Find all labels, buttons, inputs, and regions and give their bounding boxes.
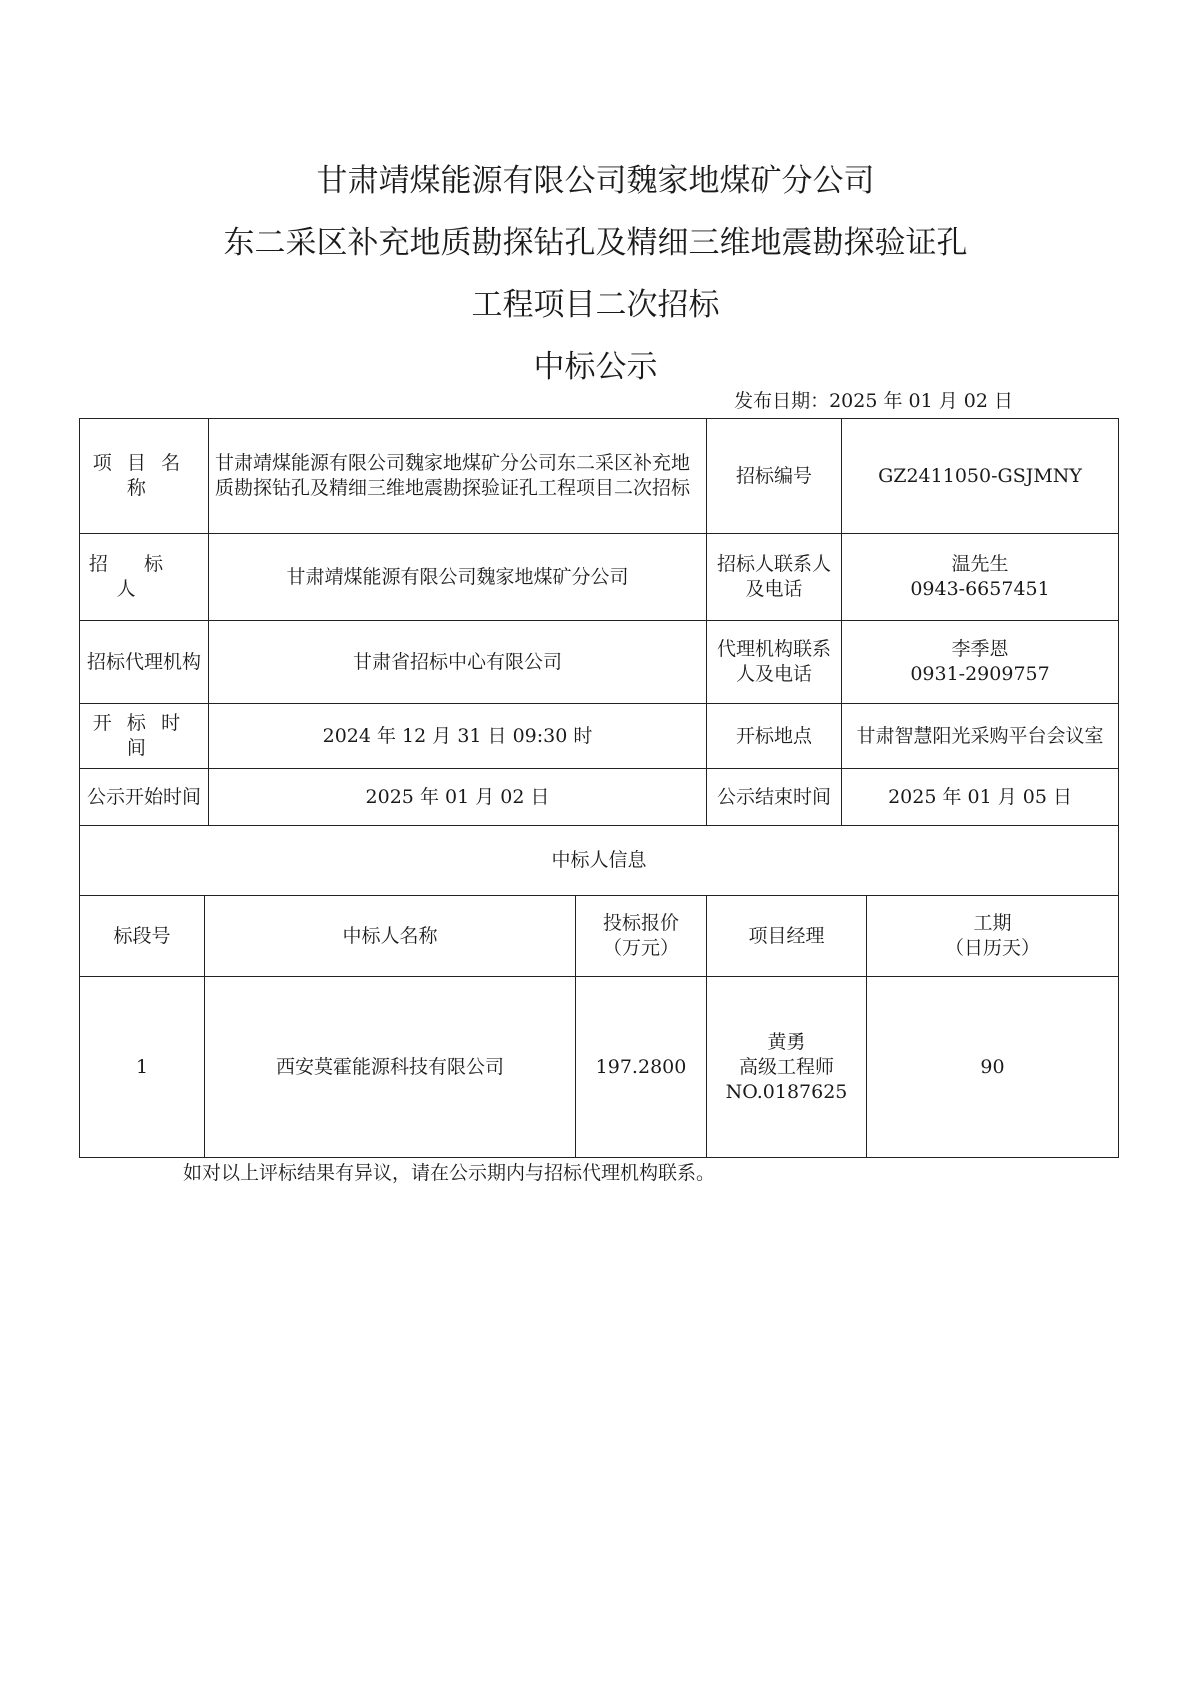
manager-cert: NO.0187625 (725, 1080, 848, 1103)
tenderer-contact-name: 温先生 (951, 553, 1009, 575)
project-name-label: 项目名称 (80, 419, 209, 534)
winner-period: 90 (867, 977, 1119, 1158)
col-price-header: 投标报价 （万元） (576, 896, 707, 977)
publish-date: 发布日期：2025 年 01 月 02 日 (734, 390, 1013, 412)
col-period-header: 工期 （日历天） (867, 896, 1119, 977)
row-notice-period (80, 769, 1119, 826)
award-notice-table (79, 418, 1119, 1158)
open-time-value: 2024 年 12 月 31 日 09:30 时 (209, 704, 707, 769)
agency-contact-name: 李季恩 (951, 638, 1009, 660)
open-time-label: 开标时间 (80, 704, 209, 769)
tender-no-value: GZ2411050-GSJMNY (842, 419, 1119, 534)
col-lot-header: 标段号 (80, 896, 205, 977)
tenderer-label: 招标人 (80, 534, 209, 621)
notice-start-value: 2025 年 01 月 02 日 (209, 769, 707, 826)
tenderer-contact-phone: 0943-6657451 (910, 578, 1050, 600)
tenderer-contact-value (842, 534, 1119, 621)
title-line-1: 甘肃靖煤能源有限公司魏家地煤矿分公司 (316, 163, 875, 199)
agency-contact-value (842, 621, 1119, 704)
project-name-value: 甘肃靖煤能源有限公司魏家地煤矿分公司东二采区补充地质勘探钻孔及精细三维地震勘探验证孔工程项目二次招标 (209, 419, 707, 534)
table-row (80, 977, 1119, 1158)
row-open-time (80, 704, 1119, 769)
document-title (0, 150, 1191, 398)
col-name-header: 中标人名称 (205, 896, 576, 977)
col-manager-header: 项目经理 (707, 896, 867, 977)
winner-name: 西安莫霍能源科技有限公司 (205, 977, 576, 1158)
winner-price: 197.2800 (576, 977, 707, 1158)
tenderer-contact-label: 招标人联系人及电话 (707, 534, 842, 621)
tenderer-value: 甘肃靖煤能源有限公司魏家地煤矿分公司 (209, 534, 707, 621)
row-winner-heading (80, 826, 1119, 896)
agency-contact-phone: 0931-2909757 (910, 663, 1050, 685)
winner-section-heading: 中标人信息 (80, 826, 1119, 896)
open-place-label: 开标地点 (707, 704, 842, 769)
open-place-value: 甘肃智慧阳光采购平台会议室 (842, 704, 1119, 769)
agency-value: 甘肃省招标中心有限公司 (209, 621, 707, 704)
title-line-2: 东二采区补充地质勘探钻孔及精细三维地震勘探验证孔 (223, 225, 968, 261)
manager-title: 高级工程师 (739, 1055, 835, 1078)
winner-manager (707, 977, 867, 1158)
winner-header-row (80, 896, 1119, 977)
title-line-3: 工程项目二次招标 (471, 287, 720, 323)
notice-end-value: 2025 年 01 月 05 日 (842, 769, 1119, 826)
agency-contact-label: 代理机构联系人及电话 (707, 621, 842, 704)
row-tenderer (80, 534, 1119, 621)
title-line-4: 中标公示 (533, 349, 658, 385)
notice-end-label: 公示结束时间 (707, 769, 842, 826)
winner-lot: 1 (80, 977, 205, 1158)
row-agency (80, 621, 1119, 704)
manager-name: 黄勇 (767, 1030, 806, 1053)
row-project-name (80, 419, 1119, 534)
agency-label: 招标代理机构 (80, 621, 209, 704)
tender-no-label: 招标编号 (707, 419, 842, 534)
notice-start-label: 公示开始时间 (80, 769, 209, 826)
objection-note: 如对以上评标结果有异议，请在公示期内与招标代理机构联系。 (183, 1162, 716, 1184)
